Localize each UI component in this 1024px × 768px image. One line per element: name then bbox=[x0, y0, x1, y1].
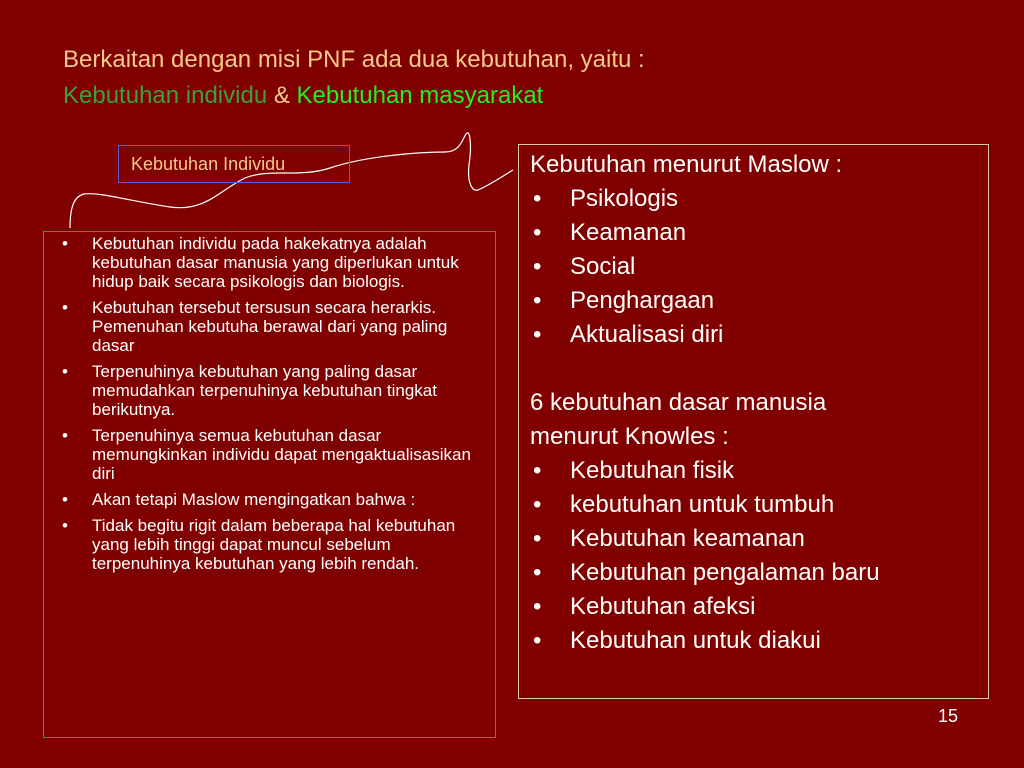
individual-needs-label: Kebutuhan Individu bbox=[118, 145, 350, 183]
list-item bbox=[530, 182, 980, 216]
individual-needs-list bbox=[56, 234, 487, 573]
bullet: • bbox=[533, 627, 542, 654]
knowles-list bbox=[530, 454, 980, 658]
bullet: • bbox=[533, 525, 542, 552]
list-item bbox=[56, 234, 487, 291]
list-item bbox=[530, 454, 980, 488]
list-item bbox=[56, 298, 487, 355]
list-item-text: Kebutuhan keamanan bbox=[570, 525, 805, 552]
knowles-heading-line2: menurut Knowles : bbox=[530, 423, 729, 450]
bullet: • bbox=[533, 253, 542, 280]
bullet: • bbox=[533, 457, 542, 484]
individual-needs-panel bbox=[43, 231, 496, 738]
list-item-text: Kebutuhan pengalaman baru bbox=[570, 559, 880, 586]
bullet: • bbox=[62, 234, 68, 253]
bullet: • bbox=[533, 219, 542, 246]
list-item-text: Tidak begitu rigit dalam beberapa hal kebutuhan yang lebih tinggi dapat muncul sebelum terpenuhinya kebutuhan yang lebih rendah. bbox=[92, 516, 456, 573]
list-item bbox=[530, 522, 980, 556]
list-item bbox=[530, 284, 980, 318]
list-item bbox=[530, 216, 980, 250]
list-item bbox=[530, 556, 980, 590]
list-item bbox=[530, 624, 980, 658]
bullet: • bbox=[533, 185, 542, 212]
title-ampersand: & bbox=[273, 82, 290, 109]
title-individual-need: Kebutuhan individu bbox=[63, 82, 268, 109]
list-item-text: Terpenuhinya semua kebutuhan dasar memungkinkan individu dapat mengaktualisasikan diri bbox=[92, 426, 471, 483]
bullet: • bbox=[533, 491, 542, 518]
list-item-text: Keamanan bbox=[570, 219, 687, 246]
list-item-text: Kebutuhan fisik bbox=[570, 457, 735, 484]
list-item-text: Kebutuhan tersebut tersusun secara herarkis. Pemenuhan kebutuha berawal dari yang paling dasar bbox=[92, 298, 448, 355]
page-number: 15 bbox=[938, 706, 959, 726]
list-item-text: Psikologis bbox=[570, 185, 679, 212]
list-item bbox=[56, 516, 487, 573]
list-item bbox=[530, 488, 980, 522]
list-item-text: Social bbox=[570, 253, 636, 280]
knowles-heading-line1: 6 kebutuhan dasar manusia bbox=[530, 389, 827, 416]
list-item-text: Kebutuhan untuk diakui bbox=[570, 627, 821, 654]
maslow-heading: Kebutuhan menurut Maslow : bbox=[530, 151, 843, 178]
list-item-text: Aktualisasi diri bbox=[570, 321, 724, 348]
list-item-text: Penghargaan bbox=[570, 287, 715, 314]
list-item-text: Kebutuhan individu pada hakekatnya adalah kebutuhan dasar manusia yang diperlukan untuk hidup baik secara psikologis dan biologis. bbox=[92, 234, 459, 291]
bullet: • bbox=[533, 321, 542, 348]
needs-theories-panel bbox=[518, 144, 989, 699]
bullet: • bbox=[62, 426, 68, 445]
bullet: • bbox=[62, 362, 68, 381]
title-society-need: Kebutuhan masyarakat bbox=[296, 82, 544, 109]
list-item-text: Akan tetapi Maslow mengingatkan bahwa : bbox=[92, 490, 416, 509]
list-item bbox=[530, 250, 980, 284]
bullet: • bbox=[62, 516, 68, 535]
maslow-list bbox=[530, 182, 980, 352]
list-item bbox=[56, 362, 487, 419]
list-item-text: Terpenuhinya kebutuhan yang paling dasar memudahkan terpenuhinya kebutuhan tingkat berikutnya. bbox=[92, 362, 437, 419]
bullet: • bbox=[533, 559, 542, 586]
bullet: • bbox=[533, 593, 542, 620]
list-item bbox=[530, 590, 980, 624]
bullet: • bbox=[533, 287, 542, 314]
list-item-text: kebutuhan untuk tumbuh bbox=[570, 491, 835, 518]
list-item bbox=[530, 318, 980, 352]
slide-title-line1: Berkaitan dengan misi PNF ada dua kebutuhan, yaitu : bbox=[63, 46, 645, 73]
list-item bbox=[56, 426, 487, 483]
list-item bbox=[56, 490, 487, 509]
bullet: • bbox=[62, 490, 68, 509]
section-spacer bbox=[530, 352, 980, 386]
list-item-text: Kebutuhan afeksi bbox=[570, 593, 756, 620]
bullet: • bbox=[62, 298, 68, 317]
